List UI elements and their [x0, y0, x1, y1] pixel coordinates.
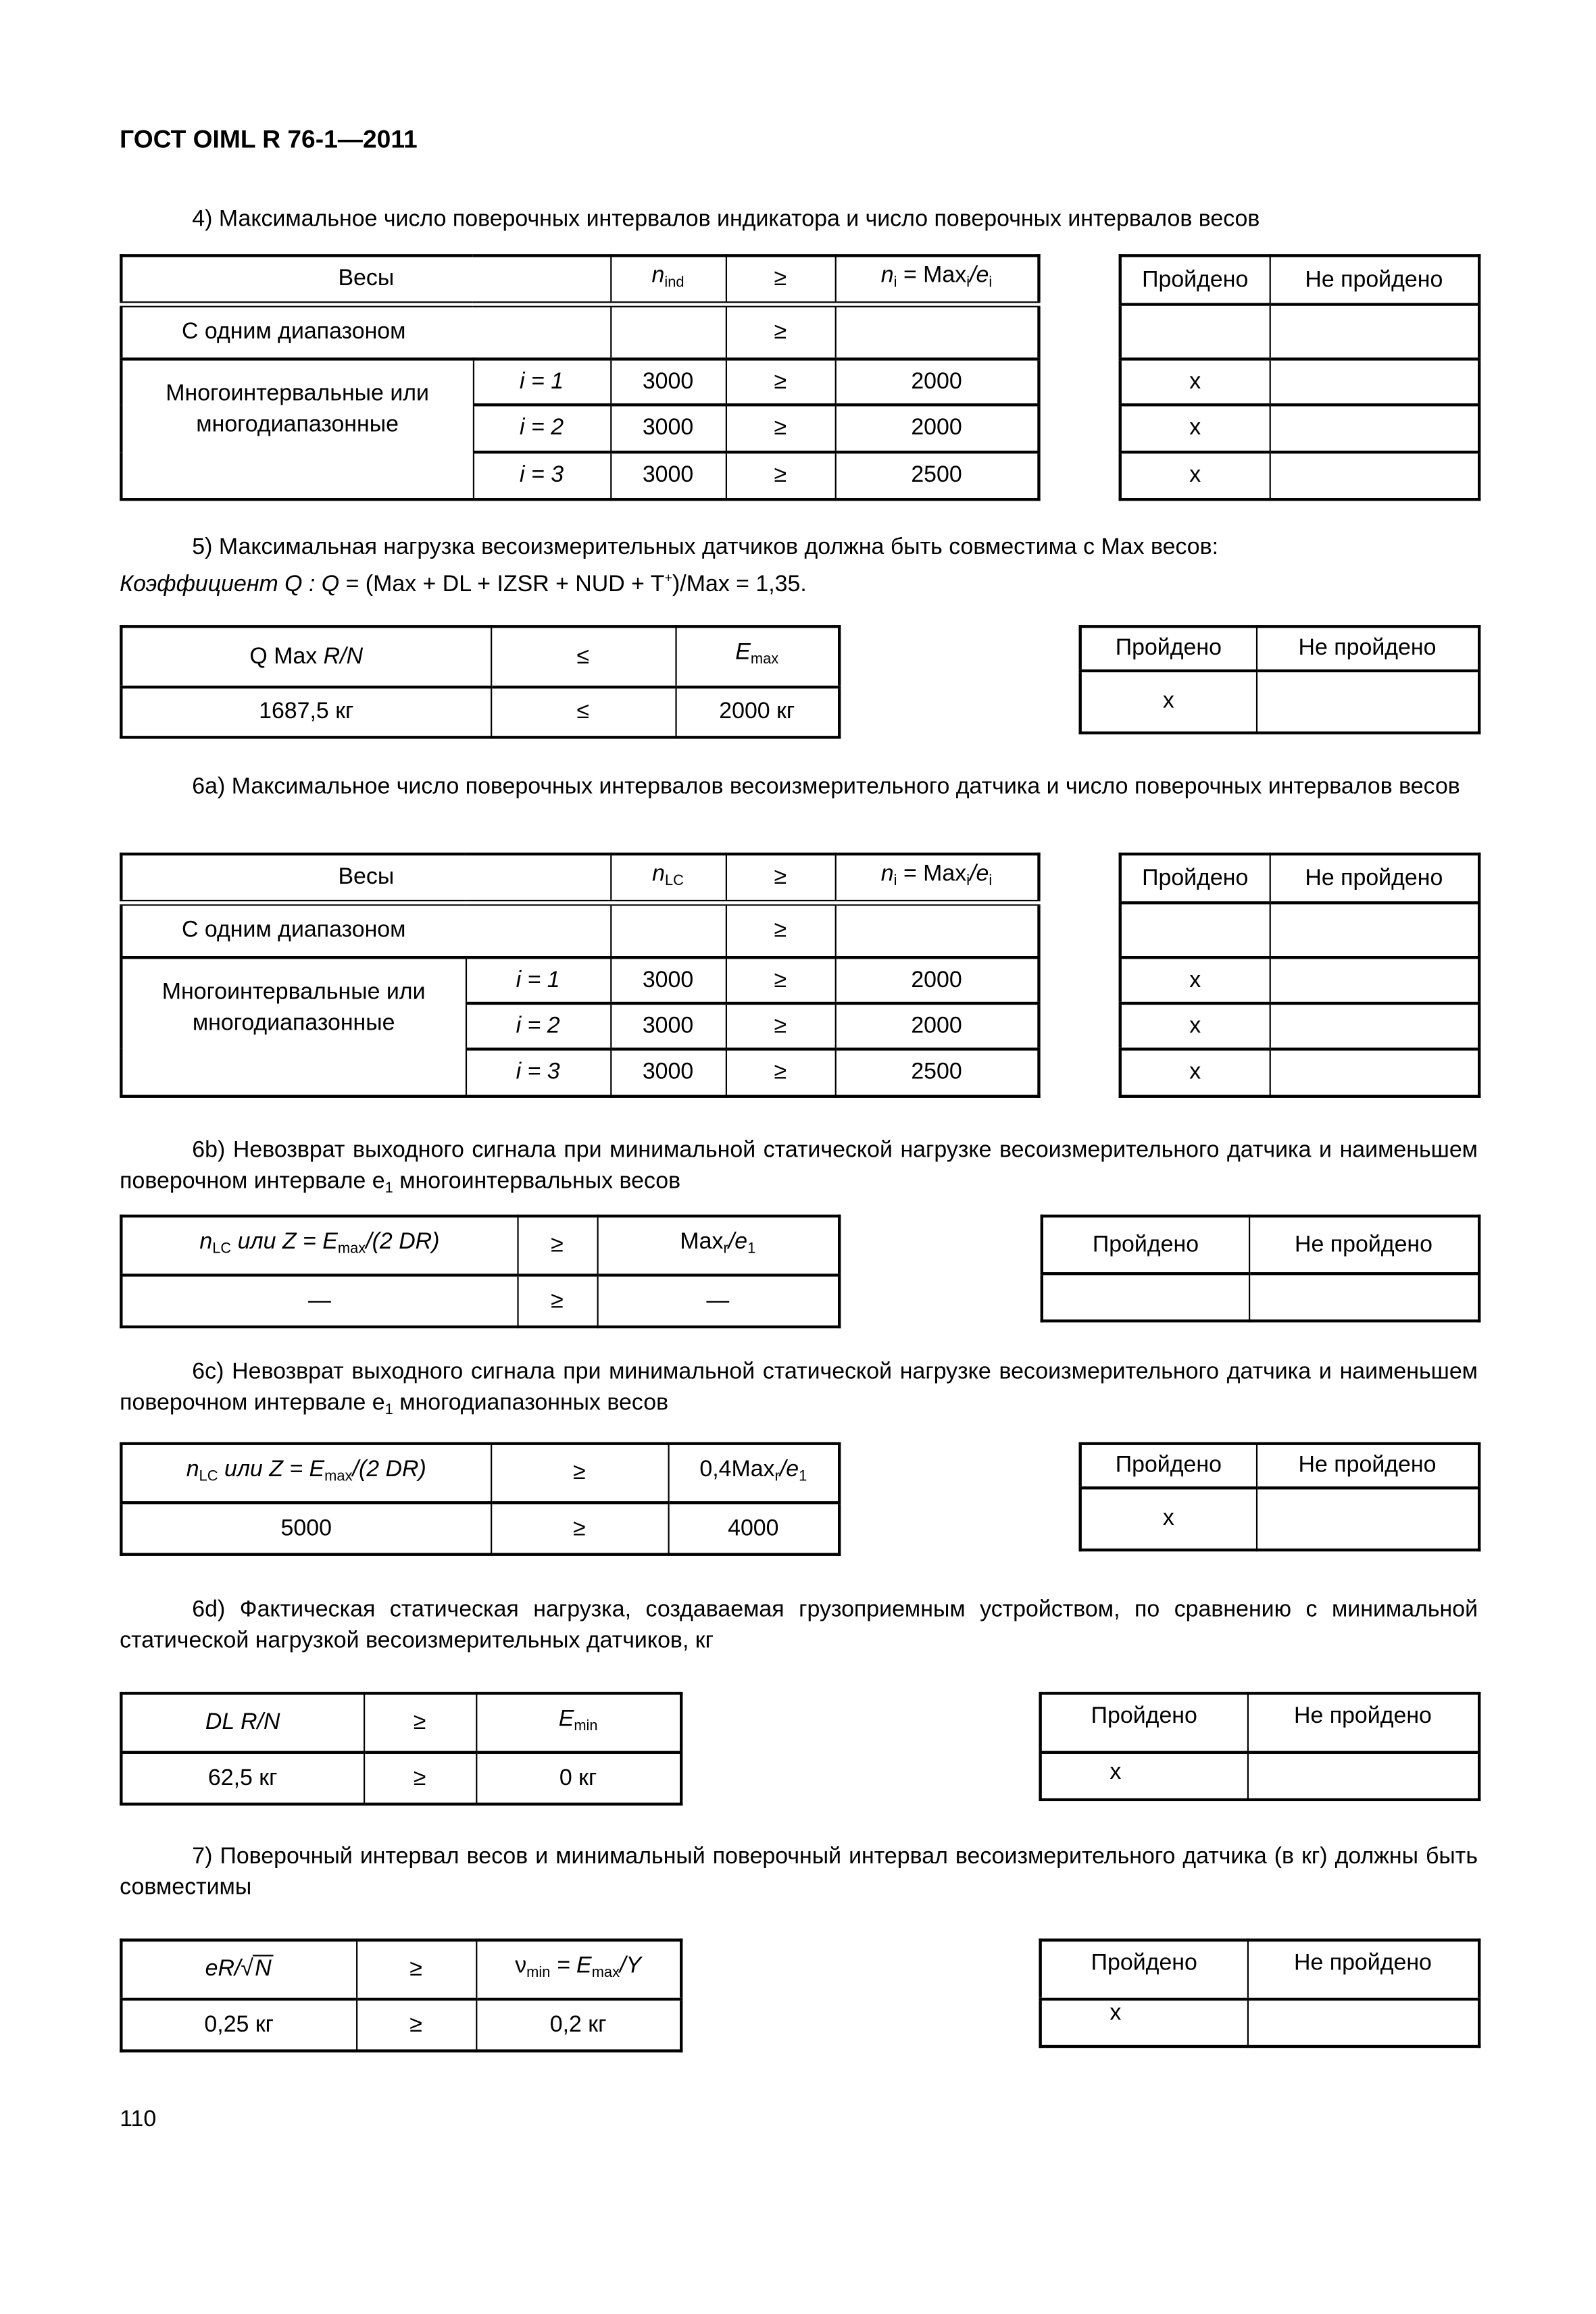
passed-header: Пройдено: [1041, 1940, 1247, 1999]
col-n-lc: $n_{LC}$ или $Z = E_{max}/(2$ DR): [121, 1216, 517, 1275]
cell: 3000: [610, 405, 726, 452]
document-header: ГОСТ OIML R 76-1—2011: [120, 125, 418, 154]
pass-table-7: [1039, 1938, 1480, 2048]
section-6d-text: 6d) Фактическая статическая нагрузка, создаваемая грузоприемным устройством, по сравнению с минимальной статической нагрузкой весоизмерительных датчиков, кг: [120, 1597, 1478, 1654]
ge: ≥: [726, 305, 835, 359]
cell: 2000: [835, 359, 1039, 405]
failed-header: Не пройдено: [1247, 1693, 1479, 1752]
table-6d: [120, 1692, 682, 1805]
cell-i: i = 3: [466, 1049, 610, 1097]
cell: 3000: [610, 957, 726, 1003]
col-n-lc: $n_{LC}$ или $Z = E_{max}/(2$ DR): [121, 1444, 491, 1503]
cell-i: i = 2: [466, 1003, 610, 1049]
cell: ≥: [491, 1503, 668, 1555]
passed-header: Пройдено: [1080, 1444, 1256, 1488]
failed-header: Не пройдено: [1256, 1444, 1479, 1488]
col-q: Q Max R/N: [121, 626, 491, 687]
passed-header: Пройдено: [1080, 626, 1256, 671]
col-emax: $E_{max}$: [675, 626, 839, 687]
col-scales: Весы: [121, 255, 610, 304]
cell: 2000 кг: [675, 687, 839, 737]
col-ni: $n_i = Max_i/e_i$: [835, 854, 1039, 903]
pass-mark: x: [1041, 1999, 1247, 2046]
col-op: ≤: [491, 626, 675, 687]
col-dl: DL R/N: [121, 1693, 364, 1752]
passed-header: Пройдено: [1120, 854, 1270, 903]
col-max: $Max_r/e_1$: [597, 1216, 840, 1275]
cell: ≥: [356, 1999, 476, 2051]
cell: 5000: [121, 1503, 491, 1555]
failed-header: Не пройдено: [1249, 1216, 1479, 1274]
cell: ≥: [726, 957, 835, 1003]
pass-mark: x: [1080, 1488, 1256, 1550]
failed-header: Не пройдено: [1270, 255, 1480, 304]
cell: ≥: [726, 1003, 835, 1049]
row-single: С одним диапазоном: [121, 305, 610, 359]
pass-table-6c: [1079, 1442, 1481, 1552]
passed-header: Пройдено: [1120, 255, 1270, 304]
pass-mark: x: [1080, 671, 1256, 733]
cell: 0,2 кг: [476, 1999, 681, 2051]
table-6c: [120, 1442, 841, 1556]
col-ge: ≥: [726, 255, 835, 304]
cell: ≥: [726, 1049, 835, 1097]
table-6b: [120, 1215, 841, 1328]
pass-table-6a: [1119, 853, 1481, 1098]
row-multi: Многоинтервальные или многодиапазонные: [121, 359, 473, 499]
section-4-text: [120, 204, 1478, 235]
pass-table-4: [1119, 254, 1481, 501]
col-n-ind: $n_{ind}$: [610, 255, 726, 304]
cell: 2000: [835, 1003, 1039, 1049]
col-op: ≥: [364, 1693, 476, 1752]
failed-header: Не пройдено: [1256, 626, 1479, 671]
col-max: $0,4Max_r/e_1$: [668, 1444, 840, 1503]
cell: 2000: [835, 405, 1039, 452]
cell: 62,5 кг: [121, 1753, 364, 1805]
col-op: ≥: [517, 1216, 597, 1275]
pass-mark: x: [1120, 1003, 1270, 1049]
cell: ≥: [726, 452, 835, 499]
col-scales: Весы: [121, 854, 610, 903]
page-number: 110: [120, 2107, 157, 2132]
text: 4) Максимальное число поверочных интервалов индикатора и число поверочных интервалов весов: [192, 207, 1260, 232]
table-4-indicator-intervals: [120, 254, 1041, 501]
cell: 2500: [835, 452, 1039, 499]
cell: —: [597, 1275, 840, 1327]
cell: 3000: [610, 452, 726, 499]
col-emin: $E_{min}$: [476, 1693, 681, 1752]
pass-table-6d: [1039, 1692, 1480, 1801]
cell: ≥: [726, 359, 835, 405]
cell: ≥: [517, 1275, 597, 1327]
row-multi: Многоинтервальные или многодиапазонные: [121, 957, 466, 1097]
cell: ≤: [491, 687, 675, 737]
pass-mark: x: [1120, 405, 1270, 452]
col-op: ≥: [356, 1940, 476, 1999]
pass-mark: x: [1120, 957, 1270, 1003]
cell: 4000: [668, 1503, 840, 1555]
cell: ≥: [364, 1753, 476, 1805]
pass-mark: x: [1041, 1753, 1247, 1800]
row-single: С одним диапазоном: [121, 903, 610, 957]
col-op: ≥: [491, 1444, 668, 1503]
cell: 3000: [610, 359, 726, 405]
cell: 1687,5 кг: [121, 687, 491, 737]
section-7-text: 7) Поверочный интервал весов и минимальный поверочный интервал весоизмерительного датчика (в кг) должны быть совместимы: [120, 1844, 1478, 1901]
cell: —: [121, 1275, 517, 1327]
table-7: [120, 1938, 682, 2052]
failed-header: Не пройдено: [1270, 854, 1480, 903]
cell-i: i = 2: [473, 405, 610, 452]
table-5-q-factor: [120, 625, 841, 738]
cell: 0,25 кг: [121, 1999, 356, 2051]
pass-mark: x: [1120, 452, 1270, 499]
section-6a-text: 6а) Максимальное число поверочных интервалов весоизмерительного датчика и число поверочных интервалов весов: [192, 774, 1460, 800]
cell-i: i = 1: [466, 957, 610, 1003]
ge: ≥: [726, 903, 835, 957]
cell: 2000: [835, 957, 1039, 1003]
col-ge: ≥: [726, 854, 835, 903]
failed-header: Не пройдено: [1247, 1940, 1479, 1999]
passed-header: Пройдено: [1041, 1693, 1247, 1752]
section-5-text: 5) Максимальная нагрузка весоизмерительных датчиков должна быть совместима с Max весов: Коэффициент Q : Q = (Max + DL + IZSR + NUD + T+)/Max = 1,35.: [120, 534, 1219, 597]
pass-table-5: [1079, 625, 1481, 734]
pass-mark: x: [1120, 1049, 1270, 1097]
col-n-lc: $n_{LC}$: [610, 854, 726, 903]
section-6b-text: 6b) Невозврат выходного сигнала при минимальной статической нагрузке весоизмерительного датчика и наименьшем поверочном интервале $e_1$ многоинтервальных весов: [120, 1137, 1478, 1197]
pass-mark: x: [1120, 359, 1270, 405]
cell: 2500: [835, 1049, 1039, 1097]
col-ni: $n_i = Max_i/e_i$: [835, 255, 1039, 304]
cell: 3000: [610, 1003, 726, 1049]
passed-header: Пройдено: [1042, 1216, 1249, 1274]
cell-i: i = 3: [473, 452, 610, 499]
table-6a-lc-intervals: [120, 853, 1041, 1098]
cell: ≥: [726, 405, 835, 452]
cell: 0 кг: [476, 1753, 681, 1805]
cell-i: i = 1: [473, 359, 610, 405]
cell: 3000: [610, 1049, 726, 1097]
pass-table-6b: [1041, 1215, 1481, 1323]
col-er: eR/√ N: [121, 1940, 356, 1999]
section-6c-text: 6с) Невозврат выходного сигнала при минимальной статической нагрузке весоизмерительного датчика и наименьшем поверочном интервале $e_1$ многодиапазонных весов: [120, 1359, 1478, 1419]
col-vmin: $\nu_{min} = E_{max}/Y$: [476, 1940, 681, 1999]
